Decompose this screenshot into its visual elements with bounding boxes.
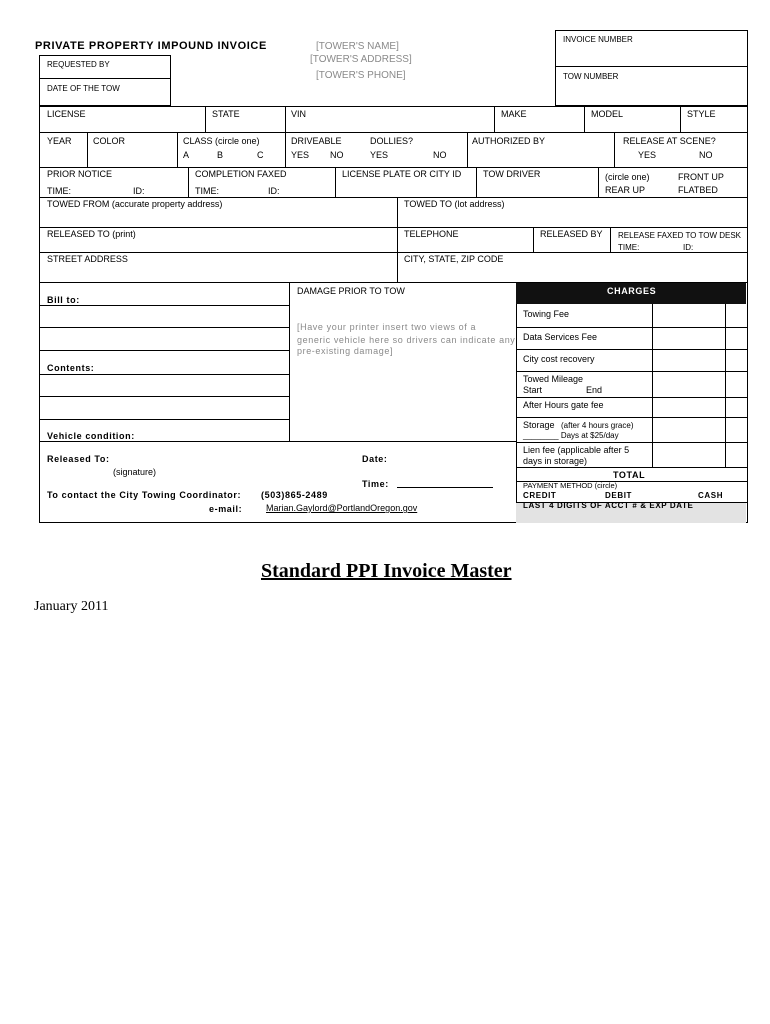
total-label: TOTAL bbox=[613, 470, 646, 480]
grid-line bbox=[39, 197, 748, 198]
lien-fee-label-2: days in storage) bbox=[523, 456, 588, 466]
form-title: PRIVATE PROPERTY IMPOUND INVOICE bbox=[35, 40, 267, 52]
payment-debit[interactable]: DEBIT bbox=[605, 491, 632, 500]
towers-phone: [TOWER'S PHONE] bbox=[316, 70, 406, 81]
charges-title: CHARGES bbox=[607, 286, 657, 296]
released-to-label: Released To: bbox=[47, 454, 110, 464]
time-line[interactable] bbox=[397, 487, 493, 488]
completion-id: ID: bbox=[268, 186, 280, 196]
time-label: Time: bbox=[362, 479, 389, 489]
grid-line bbox=[39, 167, 748, 168]
grid-line bbox=[289, 282, 290, 441]
flatbed[interactable]: FLATBED bbox=[678, 185, 718, 195]
prior-notice-id: ID: bbox=[133, 186, 145, 196]
grid-line bbox=[205, 106, 206, 132]
grid-line bbox=[598, 167, 599, 197]
grid-line bbox=[610, 227, 611, 252]
grid-line bbox=[680, 106, 681, 132]
payment-credit[interactable]: CREDIT bbox=[523, 491, 557, 500]
state-label: STATE bbox=[212, 109, 240, 119]
divider bbox=[39, 78, 171, 79]
grid-line bbox=[584, 106, 585, 132]
contents-label: Contents: bbox=[47, 363, 95, 373]
grid-line bbox=[516, 349, 747, 350]
city-state-zip-label: CITY, STATE, ZIP CODE bbox=[404, 254, 504, 264]
grid-line bbox=[397, 197, 398, 282]
grid-line bbox=[533, 227, 534, 252]
style-label: STYLE bbox=[687, 109, 716, 119]
dollies-no[interactable]: NO bbox=[433, 150, 447, 160]
grid-line bbox=[39, 327, 289, 328]
rear-up[interactable]: REAR UP bbox=[605, 185, 646, 195]
damage-note-1: [Have your printer insert two views of a bbox=[297, 322, 477, 332]
release-no[interactable]: NO bbox=[699, 150, 713, 160]
invoice-number-label: INVOICE NUMBER bbox=[563, 35, 633, 44]
class-a[interactable]: A bbox=[183, 150, 190, 160]
city-cost-recovery-label: City cost recovery bbox=[523, 354, 595, 364]
signature-label: (signature) bbox=[113, 467, 157, 477]
document-date: January 2011 bbox=[34, 599, 109, 614]
contact-label: To contact the City Towing Coordinator: bbox=[47, 490, 242, 500]
document-title: Standard PPI Invoice Master bbox=[261, 560, 512, 582]
class-c[interactable]: C bbox=[257, 150, 264, 160]
data-services-fee-label: Data Services Fee bbox=[523, 332, 598, 342]
completion-time: TIME: bbox=[195, 186, 219, 196]
release-at-scene-label: RELEASE AT SCENE? bbox=[623, 136, 716, 146]
authorized-by-label: AUTHORIZED BY bbox=[472, 136, 546, 146]
requested-by-label: REQUESTED BY bbox=[47, 60, 110, 69]
grid-line bbox=[39, 396, 289, 397]
email-label: e-mail: bbox=[209, 504, 243, 514]
date-label: Date: bbox=[362, 454, 388, 464]
bill-to-label: Bill to: bbox=[47, 295, 80, 305]
towed-to-label: TOWED TO (lot address) bbox=[404, 199, 505, 209]
grid-line bbox=[285, 132, 286, 167]
released-to-print-label: RELEASED TO (print) bbox=[47, 229, 136, 239]
grid-line bbox=[516, 397, 747, 398]
driveable-no[interactable]: NO bbox=[330, 150, 344, 160]
color-label: COLOR bbox=[93, 136, 126, 146]
tow-number-label: TOW NUMBER bbox=[563, 72, 619, 81]
grid-line bbox=[494, 106, 495, 132]
damage-title: DAMAGE PRIOR TO TOW bbox=[297, 286, 405, 296]
towed-mileage-label: Towed Mileage bbox=[523, 374, 584, 384]
after-hours-fee-label: After Hours gate fee bbox=[523, 400, 604, 410]
release-faxed-time: TIME: bbox=[618, 243, 640, 252]
payment-cash[interactable]: CASH bbox=[698, 491, 724, 500]
towers-name: [TOWER'S NAME] bbox=[316, 41, 399, 52]
grid-line bbox=[516, 442, 747, 443]
grid-line bbox=[39, 441, 516, 442]
grid-line bbox=[516, 417, 747, 418]
grid-line bbox=[39, 374, 289, 375]
make-label: MAKE bbox=[501, 109, 527, 119]
damage-note-2: generic vehicle here so drivers can indicate any bbox=[297, 335, 516, 345]
grid-line bbox=[467, 132, 468, 167]
grid-line bbox=[516, 282, 517, 523]
damage-note-3: pre-existing damage] bbox=[297, 346, 394, 356]
prior-notice-label: PRIOR NOTICE bbox=[47, 169, 113, 179]
front-up[interactable]: FRONT UP bbox=[678, 172, 724, 182]
payment-method-label: PAYMENT METHOD (circle) bbox=[523, 481, 618, 490]
dollies-yes[interactable]: YES bbox=[370, 150, 389, 160]
prior-notice-time: TIME: bbox=[47, 186, 71, 196]
storage-note: (after 4 hours grace) bbox=[561, 421, 634, 430]
last4-label: LAST 4 DIGITS OF ACCT # & EXP DATE bbox=[523, 501, 694, 510]
year-label: YEAR bbox=[47, 136, 72, 146]
charges-header bbox=[516, 283, 746, 304]
circle-one-label: (circle one) bbox=[605, 172, 650, 182]
left-border bbox=[39, 106, 40, 523]
towed-from-label: TOWED FROM (accurate property address) bbox=[47, 199, 223, 209]
completion-faxed-label: COMPLETION FAXED bbox=[195, 169, 287, 179]
mileage-end-label: End bbox=[586, 385, 603, 395]
towers-address: [TOWER'S ADDRESS] bbox=[310, 54, 412, 65]
contact-phone: (503)865-2489 bbox=[261, 490, 328, 500]
grid-line bbox=[516, 467, 747, 468]
grid-line bbox=[476, 167, 477, 197]
grid-line bbox=[39, 419, 289, 420]
grid-line bbox=[285, 106, 286, 132]
released-by-label: RELEASED BY bbox=[540, 229, 603, 239]
grid-line bbox=[39, 305, 289, 306]
vehicle-condition-label: Vehicle condition: bbox=[47, 431, 135, 441]
license-plate-label: LICENSE PLATE OR CITY ID bbox=[342, 169, 462, 179]
grid-line bbox=[87, 132, 88, 167]
date-of-tow-label: DATE OF THE TOW bbox=[47, 84, 120, 93]
release-faxed-label: RELEASE FAXED TO TOW DESK bbox=[618, 231, 742, 240]
towing-fee-label: Towing Fee bbox=[523, 309, 570, 319]
grid-line bbox=[39, 227, 748, 228]
street-address-label: STREET ADDRESS bbox=[47, 254, 128, 264]
release-yes[interactable]: YES bbox=[638, 150, 657, 160]
right-border bbox=[747, 106, 748, 523]
driveable-yes[interactable]: YES bbox=[291, 150, 310, 160]
grid-line bbox=[516, 327, 747, 328]
driveable-label: DRIVEABLE bbox=[291, 136, 342, 146]
mileage-start-label: Start bbox=[523, 385, 543, 395]
grid-line bbox=[39, 132, 748, 133]
release-faxed-id: ID: bbox=[683, 243, 694, 252]
tow-driver-label: TOW DRIVER bbox=[483, 169, 541, 179]
model-label: MODEL bbox=[591, 109, 624, 119]
lien-fee-label-1: Lien fee (applicable after 5 bbox=[523, 445, 630, 455]
telephone-label: TELEPHONE bbox=[404, 229, 459, 239]
class-label: CLASS (circle one) bbox=[183, 136, 260, 146]
grid-line bbox=[335, 167, 336, 197]
grid-line bbox=[39, 350, 289, 351]
grid-line bbox=[177, 132, 178, 167]
grid-line bbox=[39, 106, 748, 107]
grid-line bbox=[516, 371, 747, 372]
class-b[interactable]: B bbox=[217, 150, 224, 160]
grid-line bbox=[39, 252, 748, 253]
storage-label: Storage bbox=[523, 420, 555, 430]
license-label: LICENSE bbox=[47, 109, 86, 119]
dollies-label: DOLLIES? bbox=[370, 136, 414, 146]
vin-label: VIN bbox=[291, 109, 307, 119]
divider bbox=[555, 66, 748, 67]
storage-days-line: ________ Days at $25/day bbox=[523, 431, 619, 440]
grid-line bbox=[188, 167, 189, 197]
email-link[interactable]: Marian.Gaylord@PortlandOregon.gov bbox=[266, 503, 418, 513]
grid-line bbox=[614, 132, 615, 167]
